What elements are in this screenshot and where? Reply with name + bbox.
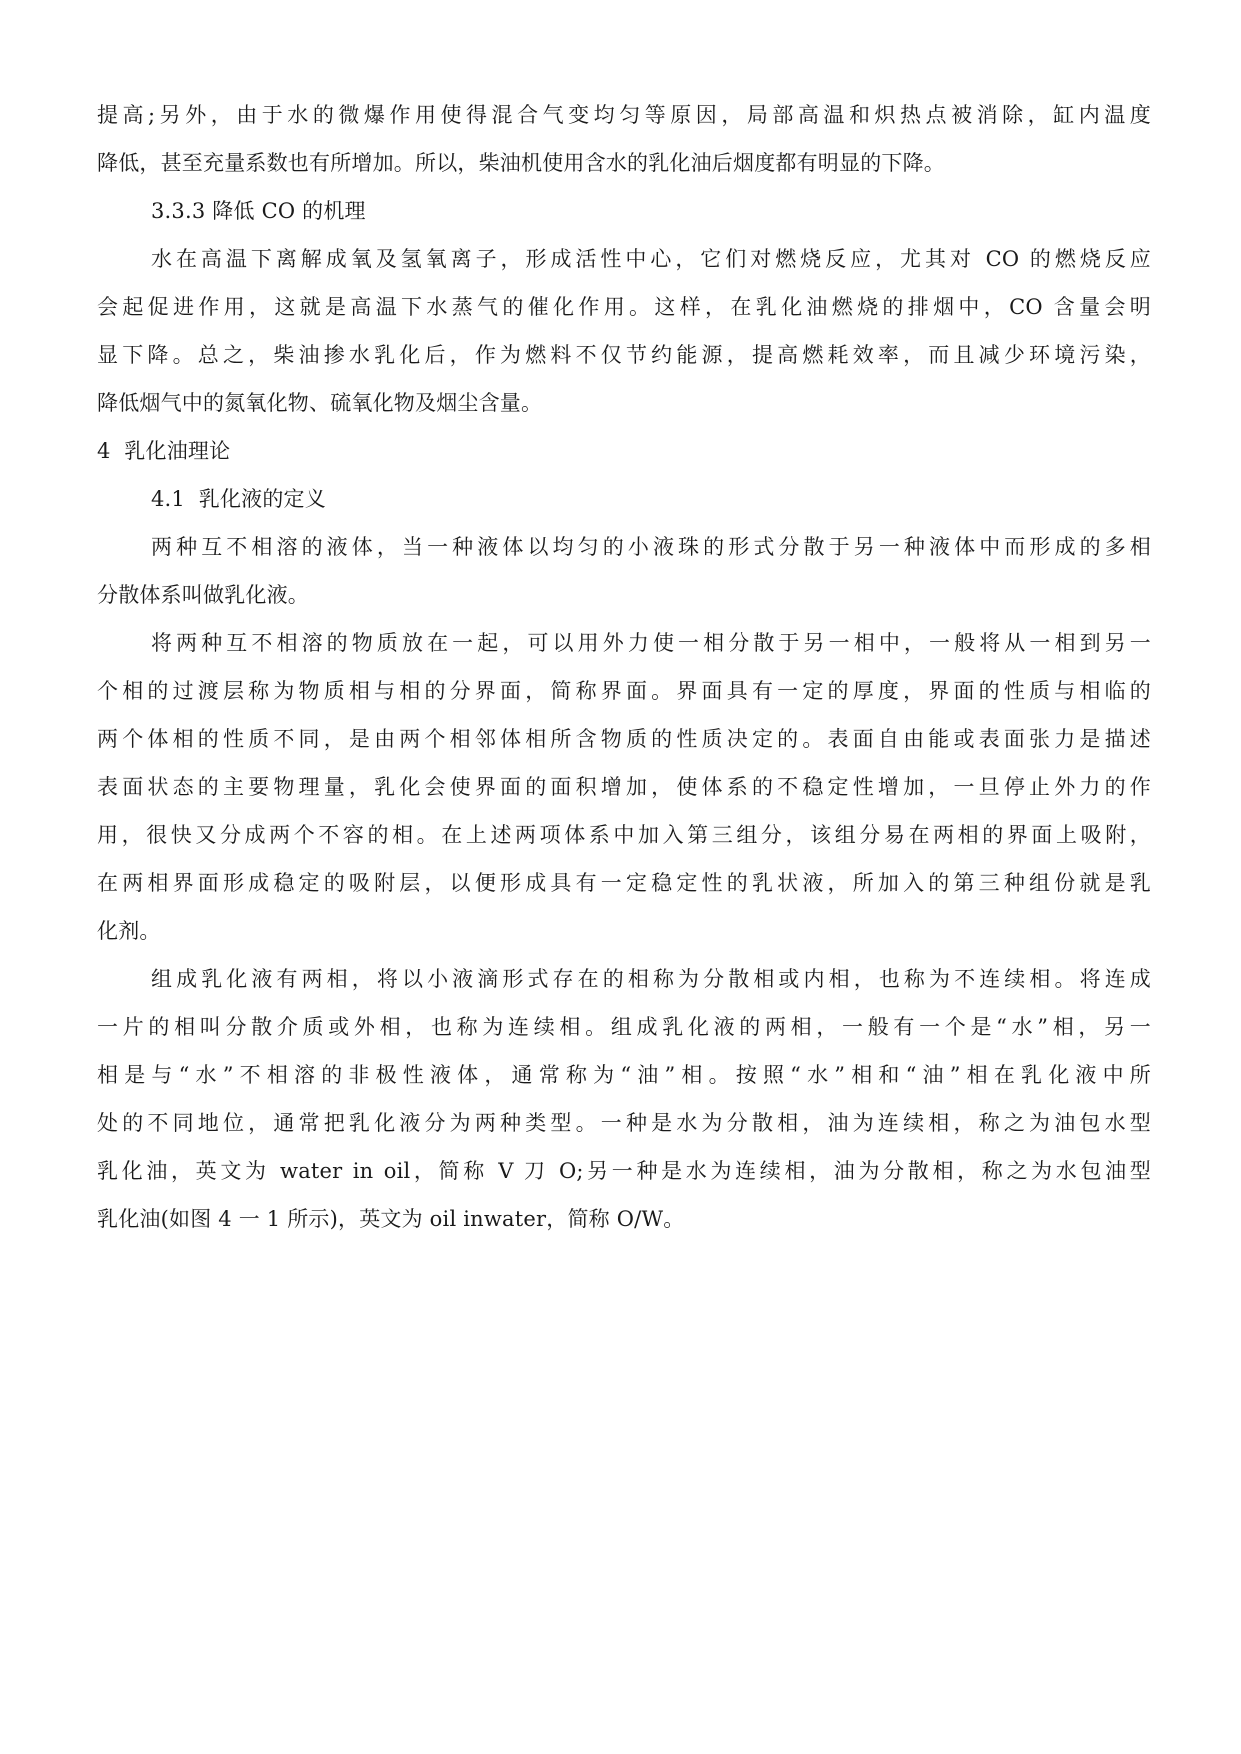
text-line: 在两相界面形成稳定的吸附层，以便形成具有一定稳定性的乳状液，所加入的第三种组份就是乳 [97, 871, 1151, 895]
text-line: 分散体系叫做乳化液。 [97, 583, 309, 607]
text-line: 处的不同地位，通常把乳化液分为两种类型。一种是水为分散相，油为连续相，称之为油包水型 [97, 1111, 1151, 1135]
text-line: 表面状态的主要物理量，乳化会使界面的面积增加，使体系的不稳定性增加，一旦停止外力的作 [97, 775, 1151, 799]
text-line: 降低烟气中的氮氧化物、硫氧化物及烟尘含量。 [97, 391, 543, 415]
text-line: 提高;另外，由于水的微爆作用使得混合气变均匀等原因，局部高温和炽热点被消除，缸内温度 [97, 103, 1151, 127]
section-heading: 4.1 乳化液的定义 [151, 487, 326, 511]
text-line: 组成乳化液有两相，将以小液滴形式存在的相称为分散相或内相，也称为不连续相。将连成 [151, 967, 1151, 991]
text-line: 化剂。 [97, 919, 161, 943]
section-heading: 3.3.3 降低 CO 的机理 [151, 199, 366, 223]
text-line: 显下降。总之，柴油掺水乳化后，作为燃料不仅节约能源，提高燃耗效率，而且减少环境污染， [97, 343, 1151, 367]
text-line: 两个体相的性质不同，是由两个相邻体相所含物质的性质决定的。表面自由能或表面张力是描述 [97, 727, 1151, 751]
text-line: 降低，甚至充量系数也有所增加。所以，柴油机使用含水的乳化油后烟度都有明显的下降。 [97, 151, 945, 175]
text-line: 两种互不相溶的液体，当一种液体以均匀的小液珠的形式分散于另一种液体中而形成的多相 [151, 535, 1151, 559]
text-line: 会起促进作用，这就是高温下水蒸气的催化作用。这样，在乳化油燃烧的排烟中，CO 含量会明 [97, 295, 1151, 319]
text-line: 将两种互不相溶的物质放在一起，可以用外力使一相分散于另一相中，一般将从一相到另一 [151, 631, 1151, 655]
text-line: 乳化油，英文为 water in oil，简称 V 刀 O;另一种是水为连续相，油为分散相，称之为水包油型 [97, 1159, 1151, 1183]
chapter-heading: 4 乳化油理论 [97, 439, 231, 463]
text-line: 乳化油(如图 4 一 1 所示)，英文为 oil inwater，简称 O/W。 [97, 1207, 685, 1231]
text-line: 水在高温下离解成氧及氢氧离子，形成活性中心，它们对燃烧反应，尤其对 CO 的燃烧反应 [151, 247, 1151, 271]
text-line: 相是与“水”不相溶的非极性液体，通常称为“油”相。按照“水”相和“油”相在乳化液中所 [97, 1063, 1151, 1087]
text-line: 个相的过渡层称为物质相与相的分界面，简称界面。界面具有一定的厚度，界面的性质与相临的 [97, 679, 1151, 703]
text-line: 一片的相叫分散介质或外相，也称为连续相。组成乳化液的两相，一般有一个是“水”相，另一 [97, 1015, 1151, 1039]
text-line: 用，很快又分成两个不容的相。在上述两项体系中加入第三组分，该组分易在两相的界面上吸附， [97, 823, 1151, 847]
